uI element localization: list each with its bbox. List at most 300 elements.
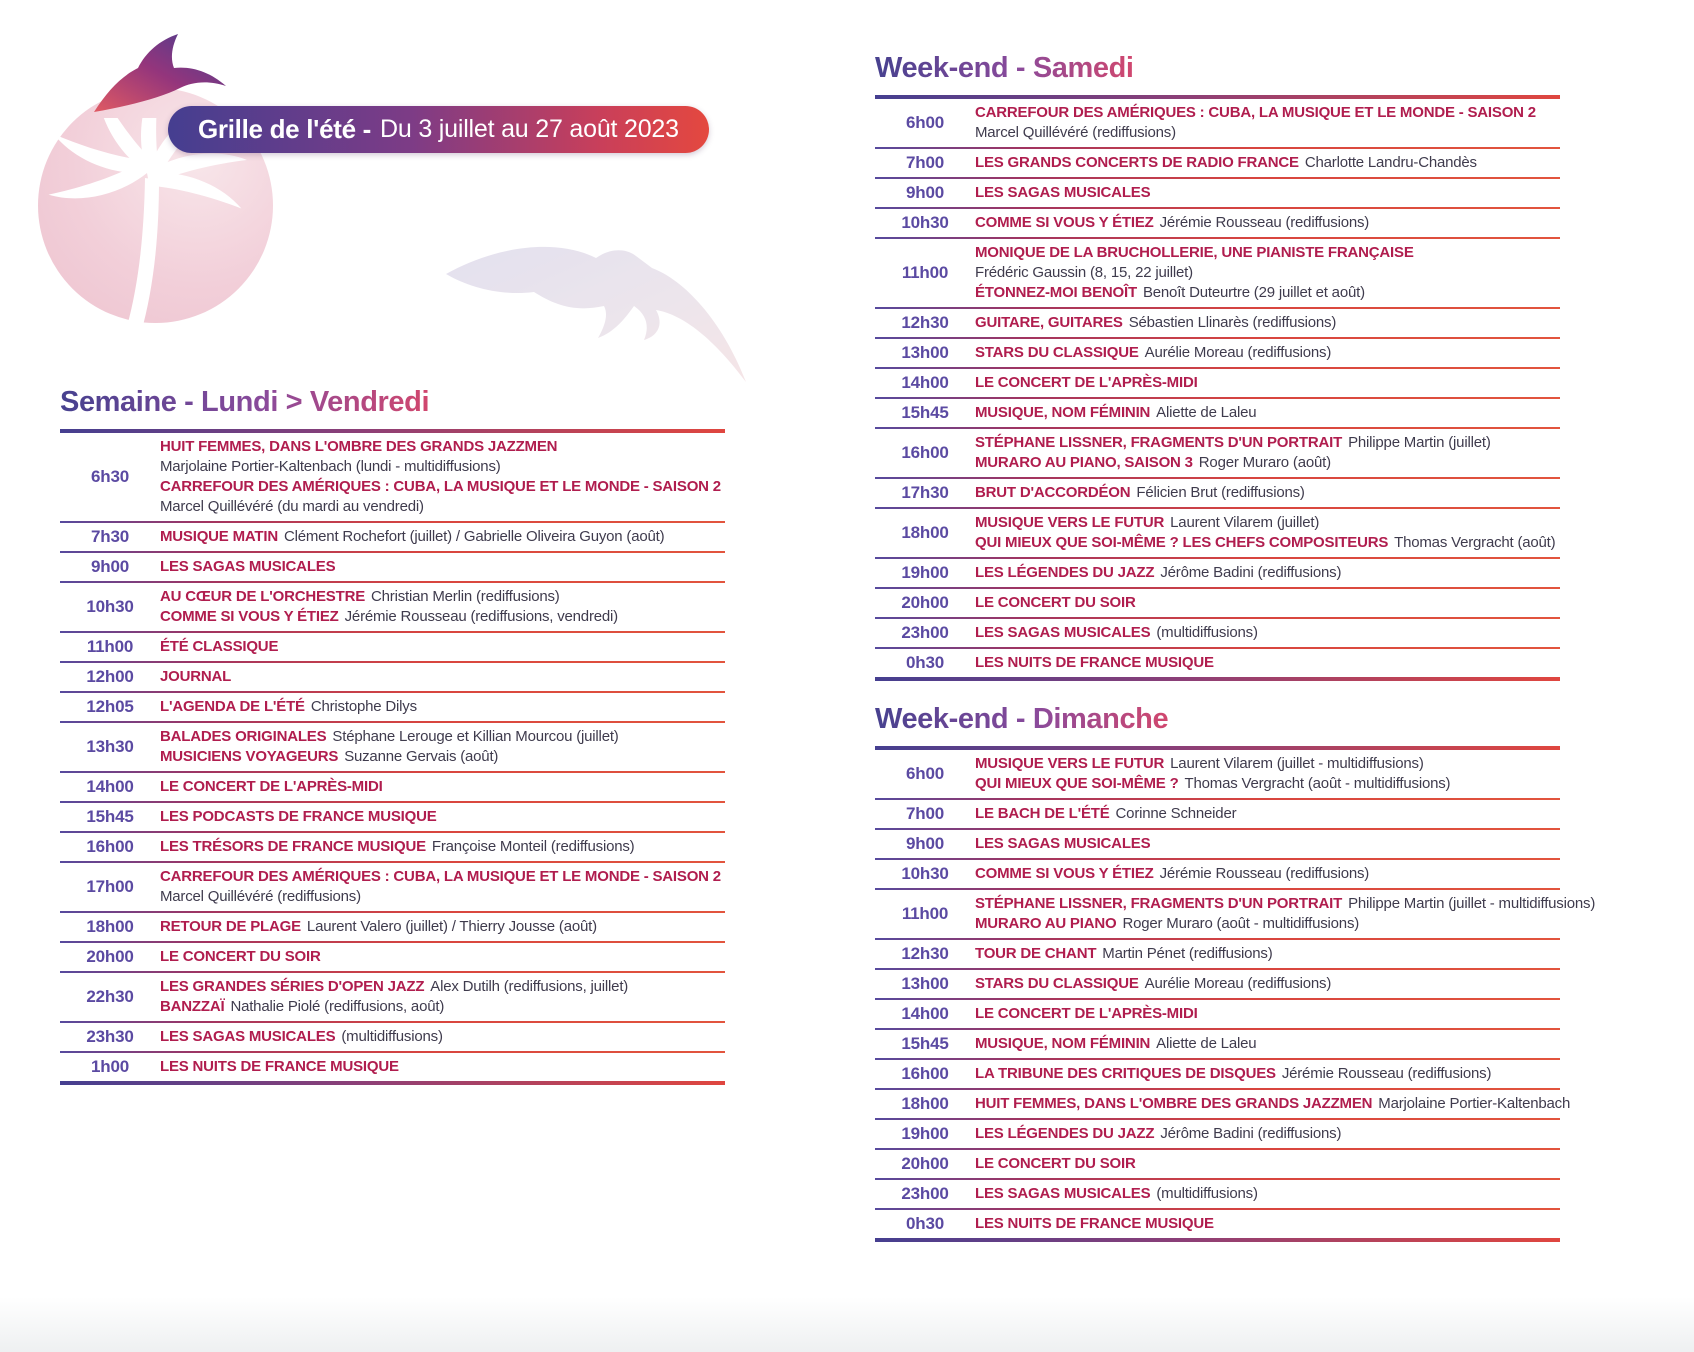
section-heading-semaine: Semaine - Lundi > Vendredi — [60, 386, 430, 418]
program-cell — [975, 1064, 1560, 1084]
program-detail: Christophe Dilys — [310, 698, 417, 715]
program-title: LE CONCERT DE L'APRÈS-MIDI — [160, 778, 383, 795]
program-line — [160, 607, 725, 627]
program-line — [160, 887, 725, 907]
program-detail: Clément Rochefort (juillet) / Gabrielle Oliveira Guyon (août) — [283, 528, 665, 545]
schedule-row — [875, 367, 1560, 397]
program-line — [975, 593, 1560, 613]
schedule-row — [875, 938, 1560, 968]
program-cell — [160, 917, 725, 937]
program-cell — [160, 667, 725, 687]
program-title: COMME SI VOUS Y ÉTIEZ — [160, 608, 339, 625]
program-title: LE CONCERT DE L'APRÈS-MIDI — [975, 1005, 1198, 1022]
program-line — [975, 563, 1560, 583]
program-cell — [975, 1004, 1560, 1024]
schedule-row — [875, 1208, 1560, 1238]
schedule-row — [875, 557, 1560, 587]
program-line — [160, 747, 725, 767]
program-line — [975, 213, 1560, 233]
time-label: 23h00 — [901, 1184, 949, 1203]
program-title: L'AGENDA DE L'ÉTÉ — [160, 698, 305, 715]
time-label: 6h00 — [906, 113, 944, 132]
time-label: 20h00 — [901, 1154, 949, 1173]
program-line — [975, 1094, 1571, 1114]
schedule-row — [60, 801, 725, 831]
program-title: HUIT FEMMES, DANS L'OMBRE DES GRANDS JAZZMEN — [975, 1095, 1373, 1112]
program-cell — [975, 804, 1560, 824]
schedule-row — [60, 831, 725, 861]
program-detail: Jérôme Badini (rediffusions) — [1160, 1125, 1342, 1142]
program-title: MURARO AU PIANO — [975, 915, 1117, 932]
schedule-row — [875, 337, 1560, 367]
program-line — [160, 557, 725, 577]
program-line — [975, 153, 1560, 173]
program-line — [160, 1057, 725, 1077]
program-cell — [160, 977, 725, 1017]
schedule-row — [60, 721, 725, 771]
program-title: LES SAGAS MUSICALES — [975, 1185, 1151, 1202]
program-line — [975, 453, 1560, 473]
program-line — [975, 483, 1560, 503]
program-cell — [975, 1184, 1560, 1204]
program-line — [160, 727, 725, 747]
program-detail: (multidiffusions) — [341, 1028, 443, 1045]
program-detail: Marjolaine Portier-Kaltenbach (lundi - multidiffusions) — [160, 458, 501, 475]
program-cell — [975, 243, 1560, 303]
schedule-row — [875, 1028, 1560, 1058]
time-label: 14h00 — [901, 1004, 949, 1023]
program-title: COMME SI VOUS Y ÉTIEZ — [975, 214, 1154, 231]
program-line — [975, 1064, 1560, 1084]
program-detail: Frédéric Gaussin (8, 15, 22 juillet) — [975, 264, 1193, 281]
program-cell — [160, 697, 725, 717]
schedule-row — [875, 1118, 1560, 1148]
program-detail: Nathalie Piolé (rediffusions, août) — [230, 998, 445, 1015]
schedule-row — [60, 971, 725, 1021]
time-label: 16h00 — [901, 443, 949, 462]
program-detail: Aliette de Laleu — [1156, 404, 1257, 421]
schedule-row — [875, 647, 1560, 677]
program-detail: Marcel Quillévéré (rediffusions) — [975, 124, 1176, 141]
program-detail: Aliette de Laleu — [1156, 1035, 1257, 1052]
title-banner — [168, 106, 709, 153]
program-line — [160, 587, 725, 607]
time-label: 7h00 — [906, 153, 944, 172]
program-line — [975, 914, 1560, 934]
program-detail: Suzanne Gervais (août) — [344, 748, 499, 765]
time-label: 20h00 — [86, 947, 134, 966]
program-detail: Thomas Vergracht (août) — [1394, 534, 1556, 551]
banner-title: Grille de l'été - — [198, 114, 372, 144]
program-title: LE CONCERT DU SOIR — [975, 1155, 1136, 1172]
program-line — [975, 1124, 1560, 1144]
schedule-row — [60, 941, 725, 971]
program-title: COMME SI VOUS Y ÉTIEZ — [975, 865, 1154, 882]
program-line — [160, 437, 725, 457]
program-line — [975, 263, 1560, 283]
program-line — [975, 1004, 1560, 1024]
program-detail: (multidiffusions) — [1156, 624, 1258, 641]
time-label: 10h30 — [901, 864, 949, 883]
weekend-column — [875, 52, 1596, 1242]
schedule-row — [875, 968, 1560, 998]
time-label: 6h00 — [906, 764, 944, 783]
schedule-row — [60, 433, 725, 521]
program-detail: Sébastien Llinarès (rediffusions) — [1128, 314, 1337, 331]
schedule-row — [875, 237, 1560, 307]
program-cell — [975, 483, 1560, 503]
program-detail: Marcel Quillévéré (du mardi au vendredi) — [160, 498, 424, 515]
program-detail: Jérôme Badini (rediffusions) — [1160, 564, 1342, 581]
program-title: LES LÉGENDES DU JAZZ — [975, 1125, 1155, 1142]
program-cell — [160, 837, 725, 857]
schedule-row — [875, 798, 1560, 828]
program-line — [975, 243, 1560, 263]
program-line — [975, 834, 1560, 854]
program-title: LES TRÉSORS DE FRANCE MUSIQUE — [160, 838, 426, 855]
time-label: 7h00 — [906, 804, 944, 823]
time-label: 9h00 — [91, 557, 129, 576]
program-line — [975, 653, 1560, 673]
schedule-row — [60, 861, 725, 911]
schedule-row — [875, 427, 1560, 477]
program-line — [975, 403, 1560, 423]
time-label: 12h05 — [86, 697, 134, 716]
program-title: MUSIQUE, NOM FÉMININ — [975, 404, 1151, 421]
section-heading-samedi: Week-end - Samedi — [875, 52, 1134, 84]
program-line — [975, 944, 1560, 964]
program-title: LES SAGAS MUSICALES — [160, 1028, 336, 1045]
program-line — [160, 777, 725, 797]
program-detail: Roger Muraro (août - multidiffusions) — [1122, 915, 1360, 932]
program-title: LES PODCASTS DE FRANCE MUSIQUE — [160, 808, 437, 825]
program-title: MONIQUE DE LA BRUCHOLLERIE, UNE PIANISTE FRANÇAISE — [975, 244, 1414, 261]
program-cell — [975, 1154, 1560, 1174]
program-detail: Alex Dutilh (rediffusions, juillet) — [430, 978, 629, 995]
program-title: BALADES ORIGINALES — [160, 728, 327, 745]
time-label: 0h30 — [906, 653, 944, 672]
program-line — [160, 867, 725, 887]
time-label: 23h00 — [901, 623, 949, 642]
time-label: 17h30 — [901, 483, 949, 502]
time-label: 20h00 — [901, 593, 949, 612]
schedule-row — [875, 147, 1560, 177]
program-detail: Félicien Brut (rediffusions) — [1136, 484, 1305, 501]
program-title: LES SAGAS MUSICALES — [975, 624, 1151, 641]
time-label: 12h00 — [86, 667, 134, 686]
program-cell — [160, 807, 725, 827]
program-detail: Jérémie Rousseau (rediffusions) — [1281, 1065, 1492, 1082]
banner-subtitle: Du 3 juillet au 27 août 2023 — [380, 115, 679, 143]
program-title: GUITARE, GUITARES — [975, 314, 1123, 331]
time-label: 10h30 — [901, 213, 949, 232]
program-line — [975, 373, 1560, 393]
program-detail: (multidiffusions) — [1156, 1185, 1258, 1202]
schedule-row — [875, 397, 1560, 427]
program-detail: Jérémie Rousseau (rediffusions) — [1159, 865, 1370, 882]
time-label: 23h30 — [86, 1027, 134, 1046]
program-cell — [160, 587, 725, 627]
program-title: CARREFOUR DES AMÉRIQUES : CUBA, LA MUSIQUE ET LE MONDE - SAISON 2 — [160, 868, 721, 885]
program-detail: Laurent Valero (juillet) / Thierry Jousse (août) — [306, 918, 597, 935]
time-label: 11h00 — [86, 637, 134, 656]
schedule-row — [875, 858, 1560, 888]
time-label: 18h00 — [901, 1094, 949, 1113]
program-cell — [975, 974, 1560, 994]
program-title: STÉPHANE LISSNER, FRAGMENTS D'UN PORTRAIT — [975, 434, 1343, 451]
program-line — [160, 527, 725, 547]
program-cell — [160, 727, 725, 767]
program-line — [975, 774, 1560, 794]
program-cell — [975, 183, 1560, 203]
program-line — [975, 864, 1560, 884]
time-label: 0h30 — [906, 1214, 944, 1233]
time-label: 18h00 — [901, 523, 949, 542]
program-detail: Jérémie Rousseau (rediffusions, vendredi) — [344, 608, 618, 625]
program-detail: Jérémie Rousseau (rediffusions) — [1159, 214, 1370, 231]
program-detail: Thomas Vergracht (août - multidiffusions) — [1184, 775, 1451, 792]
program-cell — [975, 313, 1560, 333]
program-cell — [975, 623, 1560, 643]
program-title: MUSICIENS VOYAGEURS — [160, 748, 339, 765]
program-title: MUSIQUE VERS LE FUTUR — [975, 755, 1165, 772]
program-line — [160, 837, 725, 857]
time-label: 19h00 — [901, 1124, 949, 1143]
program-title: QUI MIEUX QUE SOI-MÊME ? — [975, 775, 1179, 792]
program-line — [975, 1034, 1560, 1054]
program-title: BANZZAÏ — [160, 998, 225, 1015]
program-detail: Laurent Vilarem (juillet - multidiffusions) — [1170, 755, 1424, 772]
time-label: 22h30 — [86, 987, 134, 1006]
schedule-row — [875, 998, 1560, 1028]
program-detail: Aurélie Moreau (rediffusions) — [1144, 975, 1332, 992]
program-cell — [160, 777, 725, 797]
program-title: HUIT FEMMES, DANS L'OMBRE DES GRANDS JAZZMEN — [160, 438, 558, 455]
schedule-row — [875, 99, 1560, 147]
program-title: QUI MIEUX QUE SOI-MÊME ? LES CHEFS COMPOSITEURS — [975, 534, 1389, 551]
program-title: CARREFOUR DES AMÉRIQUES : CUBA, LA MUSIQUE ET LE MONDE - SAISON 2 — [160, 478, 721, 495]
time-label: 16h00 — [901, 1064, 949, 1083]
schedule-row — [60, 661, 725, 691]
program-cell — [975, 593, 1560, 613]
program-title: LA TRIBUNE DES CRITIQUES DE DISQUES — [975, 1065, 1276, 1082]
program-line — [160, 697, 725, 717]
program-cell — [975, 153, 1560, 173]
program-detail: Corinne Schneider — [1115, 805, 1237, 822]
program-detail: Christian Merlin (rediffusions) — [371, 588, 560, 605]
seagull-icon — [438, 222, 748, 402]
program-line — [975, 1154, 1560, 1174]
schedule-table-samedi — [875, 95, 1560, 681]
program-detail: Philippe Martin (juillet - multidiffusions) — [1348, 895, 1596, 912]
program-title: CARREFOUR DES AMÉRIQUES : CUBA, LA MUSIQUE ET LE MONDE - SAISON 2 — [975, 104, 1536, 121]
program-cell — [975, 1094, 1571, 1114]
program-cell — [975, 103, 1560, 143]
program-line — [975, 1184, 1560, 1204]
time-label: 12h30 — [901, 944, 949, 963]
program-line — [160, 667, 725, 687]
time-label: 10h30 — [86, 597, 134, 616]
schedule-row — [60, 521, 725, 551]
program-detail: Martin Pénet (rediffusions) — [1102, 945, 1273, 962]
time-label: 15h45 — [901, 1034, 949, 1053]
program-cell — [975, 1214, 1560, 1234]
program-cell — [160, 437, 725, 517]
time-label: 12h30 — [901, 313, 949, 332]
time-label: 11h00 — [901, 904, 949, 923]
program-title: AU CŒUR DE L'ORCHESTRE — [160, 588, 366, 605]
program-line — [975, 343, 1560, 363]
program-title: BRUT D'ACCORDÉON — [975, 484, 1131, 501]
program-line — [975, 974, 1560, 994]
program-cell — [975, 894, 1596, 934]
program-title: LE CONCERT DE L'APRÈS-MIDI — [975, 374, 1198, 391]
program-detail: Marcel Quillévéré (rediffusions) — [160, 888, 361, 905]
time-label: 19h00 — [901, 563, 949, 582]
time-label: 13h00 — [901, 343, 949, 362]
schedule-row — [875, 1058, 1560, 1088]
program-title: STARS DU CLASSIQUE — [975, 344, 1139, 361]
program-title: LES SAGAS MUSICALES — [975, 835, 1151, 852]
program-title: LES NUITS DE FRANCE MUSIQUE — [975, 1215, 1214, 1232]
program-title: LES NUITS DE FRANCE MUSIQUE — [160, 1058, 399, 1075]
program-line — [975, 754, 1560, 774]
program-line — [160, 1027, 725, 1047]
program-cell — [975, 433, 1560, 473]
schedule-row — [60, 771, 725, 801]
program-line — [975, 123, 1560, 143]
program-title: ÉTÉ CLASSIQUE — [160, 638, 279, 655]
schedule-row — [875, 307, 1560, 337]
schedule-row — [60, 1021, 725, 1051]
program-title: LES GRANDES SÉRIES D'OPEN JAZZ — [160, 978, 425, 995]
program-cell — [975, 864, 1560, 884]
schedule-row — [875, 828, 1560, 858]
program-line — [975, 894, 1596, 914]
time-label: 11h00 — [901, 263, 949, 282]
program-cell — [975, 343, 1560, 363]
program-cell — [975, 1034, 1560, 1054]
time-label: 14h00 — [86, 777, 134, 796]
time-label: 7h30 — [91, 527, 129, 546]
time-label: 13h30 — [86, 737, 134, 756]
program-title: STÉPHANE LISSNER, FRAGMENTS D'UN PORTRAIT — [975, 895, 1343, 912]
time-label: 1h00 — [91, 1057, 129, 1076]
schedule-row — [875, 1148, 1560, 1178]
program-line — [975, 1214, 1560, 1234]
program-cell — [975, 513, 1560, 553]
program-title: MUSIQUE VERS LE FUTUR — [975, 514, 1165, 531]
time-label: 9h00 — [906, 183, 944, 202]
schedule-row — [875, 1178, 1560, 1208]
program-line — [160, 637, 725, 657]
schedule-row — [60, 581, 725, 631]
program-title: LE BACH DE L'ÉTÉ — [975, 805, 1110, 822]
time-label: 9h00 — [906, 834, 944, 853]
program-cell — [160, 637, 725, 657]
time-label: 6h30 — [91, 467, 129, 486]
program-title: LES SAGAS MUSICALES — [160, 558, 336, 575]
weekday-column — [60, 386, 725, 1085]
program-cell — [975, 373, 1560, 393]
program-detail: Françoise Monteil (rediffusions) — [431, 838, 635, 855]
program-line — [160, 497, 725, 517]
schedule-row — [60, 911, 725, 941]
schedule-row — [875, 207, 1560, 237]
schedule-row — [875, 1088, 1571, 1118]
program-line — [975, 433, 1560, 453]
program-title: ÉTONNEZ-MOI BENOÎT — [975, 284, 1137, 301]
time-label: 15h45 — [901, 403, 949, 422]
program-line — [160, 807, 725, 827]
program-detail: Aurélie Moreau (rediffusions) — [1144, 344, 1332, 361]
schedule-table-semaine — [60, 429, 725, 1085]
program-detail: Roger Muraro (août) — [1198, 454, 1331, 471]
page-bottom-fade — [0, 1297, 1694, 1352]
time-label: 15h45 — [86, 807, 134, 826]
bird-icon — [88, 28, 233, 113]
program-detail: Stéphane Lerouge et Killian Mourcou (juillet) — [332, 728, 619, 745]
program-cell — [160, 1027, 725, 1047]
program-line — [975, 183, 1560, 203]
program-title: MUSIQUE, NOM FÉMININ — [975, 1035, 1151, 1052]
program-cell — [975, 653, 1560, 673]
time-label: 16h00 — [86, 837, 134, 856]
schedule-row — [60, 691, 725, 721]
schedule-row — [875, 617, 1560, 647]
program-line — [975, 283, 1560, 303]
schedule-row — [60, 1051, 725, 1081]
program-detail: Benoît Duteurtre (29 juillet et août) — [1142, 284, 1365, 301]
program-line — [160, 977, 725, 997]
time-label: 18h00 — [86, 917, 134, 936]
schedule-row — [875, 477, 1560, 507]
program-title: TOUR DE CHANT — [975, 945, 1097, 962]
program-title: STARS DU CLASSIQUE — [975, 975, 1139, 992]
time-label: 17h00 — [86, 877, 134, 896]
schedule-row — [875, 750, 1560, 798]
program-cell — [975, 1124, 1560, 1144]
program-detail: Marjolaine Portier-Kaltenbach — [1378, 1095, 1571, 1112]
program-title: MURARO AU PIANO, SAISON 3 — [975, 454, 1193, 471]
program-cell — [975, 403, 1560, 423]
program-title: JOURNAL — [160, 668, 232, 685]
program-cell — [160, 947, 725, 967]
program-cell — [975, 563, 1560, 583]
time-label: 13h00 — [901, 974, 949, 993]
program-detail: Philippe Martin (juillet) — [1348, 434, 1491, 451]
program-title: LES GRANDS CONCERTS DE RADIO FRANCE — [975, 154, 1299, 171]
schedule-row — [875, 507, 1560, 557]
program-line — [975, 103, 1560, 123]
program-title: LES NUITS DE FRANCE MUSIQUE — [975, 654, 1214, 671]
program-line — [160, 457, 725, 477]
schedule-row — [60, 551, 725, 581]
program-cell — [975, 944, 1560, 964]
program-cell — [160, 867, 725, 907]
schedule-row — [875, 587, 1560, 617]
program-detail: Laurent Vilarem (juillet) — [1170, 514, 1320, 531]
program-line — [975, 804, 1560, 824]
schedule-row — [60, 631, 725, 661]
program-detail: Charlotte Landru-Chandès — [1304, 154, 1477, 171]
schedule-row — [875, 177, 1560, 207]
program-line — [160, 947, 725, 967]
program-line — [975, 623, 1560, 643]
program-line — [975, 513, 1560, 533]
program-cell — [975, 213, 1560, 233]
program-cell — [975, 834, 1560, 854]
